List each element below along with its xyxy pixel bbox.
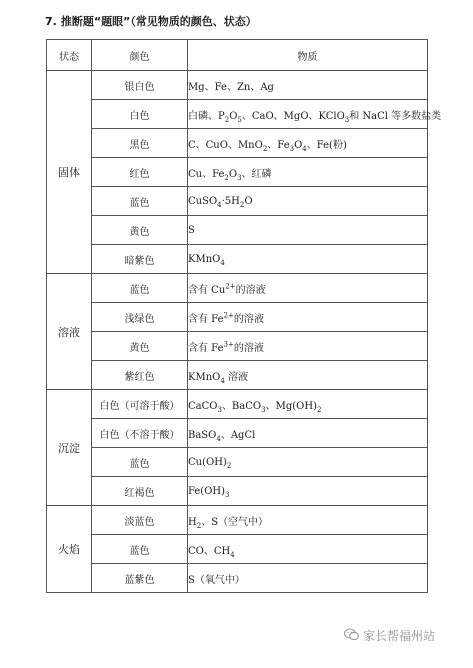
color-cell: 白色（可溶于酸） bbox=[92, 390, 188, 419]
section-title: 推断题“题眼” bbox=[60, 15, 131, 28]
header-substance: 物质 bbox=[188, 40, 428, 71]
color-state-table bbox=[46, 39, 442, 593]
color-cell: 黄色 bbox=[92, 216, 188, 245]
watermark bbox=[344, 627, 435, 644]
state-cell: 火焰 bbox=[47, 506, 92, 593]
substance-cell: 含有 $Fe^{2+}$的溶液 bbox=[188, 303, 428, 332]
table-row bbox=[47, 477, 428, 506]
color-cell: 蓝色 bbox=[92, 187, 188, 216]
color-cell: 银白色 bbox=[92, 71, 188, 100]
watermark-text: 家长帮福州站 bbox=[363, 629, 436, 643]
color-cell: 蓝紫色 bbox=[92, 564, 188, 593]
substance-cell: CO、$CH_4$ bbox=[188, 535, 428, 564]
table-row bbox=[47, 535, 428, 564]
table-body bbox=[47, 71, 442, 593]
substance-cell: CaCO$_3$、BaCO$_3$、$Mg(OH)_2$ bbox=[188, 390, 428, 419]
substance-cell: $Fe(OH)_3$ bbox=[188, 477, 428, 506]
table-row bbox=[47, 332, 428, 361]
table-row bbox=[47, 129, 428, 158]
table-row bbox=[47, 158, 428, 187]
substance-cell: C、CuO、MnO$_2$、$Fe_3O_4$、Fe(粉) bbox=[188, 129, 428, 158]
color-cell: 浅绿色 bbox=[92, 303, 188, 332]
table-row bbox=[47, 216, 428, 245]
color-cell: 蓝色 bbox=[92, 448, 188, 477]
substance-cell: Mg、Fe、Zn、Ag bbox=[188, 71, 428, 100]
color-cell: 紫红色 bbox=[92, 361, 188, 390]
table-row bbox=[47, 303, 428, 332]
color-cell: 蓝色 bbox=[92, 535, 188, 564]
header-color: 颜色 bbox=[92, 40, 188, 71]
table-row bbox=[47, 361, 428, 390]
section-subtitle: （常见物质的颜色、状态） bbox=[130, 15, 257, 28]
state-cell: 沉淀 bbox=[47, 390, 92, 506]
table-row bbox=[47, 390, 428, 419]
substance-cell: KMnO$_4$ bbox=[188, 245, 428, 274]
section-heading bbox=[45, 13, 257, 29]
state-cell: 固体 bbox=[47, 71, 92, 274]
color-cell: 白色（不溶于酸） bbox=[92, 419, 188, 448]
section-number: 7. bbox=[45, 15, 57, 28]
table-row bbox=[47, 245, 428, 274]
substance-cell: $Cu(OH)_2$ bbox=[188, 448, 428, 477]
substance-cell: S bbox=[188, 216, 428, 245]
color-cell: 淡蓝色 bbox=[92, 506, 188, 535]
state-cell: 溶液 bbox=[47, 274, 92, 390]
substance-cell: BaSO$_4$、AgCl bbox=[188, 419, 428, 448]
table-header-row bbox=[47, 40, 428, 71]
wechat-icon bbox=[344, 628, 363, 644]
substance-cell: $H_2$、S（空气中） bbox=[188, 506, 428, 535]
substance-cell: S（氧气中） bbox=[188, 564, 428, 593]
substance-cell: KMnO$_4$ 溶液 bbox=[188, 361, 428, 390]
color-cell: 黄色 bbox=[92, 332, 188, 361]
substance-cell: 白磷、$P_2O_5$、CaO、MgO、KClO$_3$和 NaCl 等多数盐类 bbox=[188, 100, 428, 129]
table-row bbox=[47, 71, 428, 100]
table-row bbox=[47, 100, 428, 129]
color-cell: 白色 bbox=[92, 100, 188, 129]
substance-cell: 含有 $Cu^{2+}$的溶液 bbox=[188, 274, 428, 303]
color-cell: 暗紫色 bbox=[92, 245, 188, 274]
color-cell: 红色 bbox=[92, 158, 188, 187]
table-row bbox=[47, 274, 428, 303]
substance-cell: Cu、$Fe_2O_3$、红磷 bbox=[188, 158, 428, 187]
color-cell: 黑色 bbox=[92, 129, 188, 158]
substance-cell: $CuSO_4\cdot 5H_2O$ bbox=[188, 187, 428, 216]
table-row bbox=[47, 564, 428, 593]
table-row bbox=[47, 506, 428, 535]
header-state: 状态 bbox=[47, 40, 92, 71]
substance-cell: 含有 $Fe^{3+}$的溶液 bbox=[188, 332, 428, 361]
table-row bbox=[47, 419, 428, 448]
table-row bbox=[47, 448, 428, 477]
color-cell: 蓝色 bbox=[92, 274, 188, 303]
color-cell: 红褐色 bbox=[92, 477, 188, 506]
table-row bbox=[47, 187, 428, 216]
